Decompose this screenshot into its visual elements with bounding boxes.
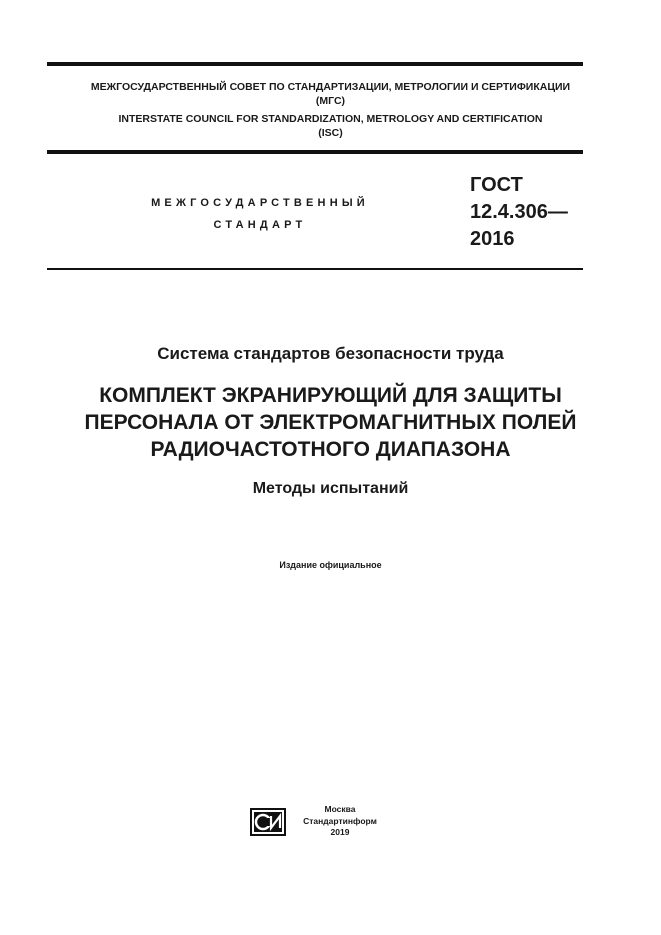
- council-en-abbr: (ISC): [318, 127, 343, 139]
- series-title: Система стандартов безопасности труда: [157, 344, 504, 363]
- standard-kind-line2: СТАНДАРТ: [213, 219, 307, 231]
- publisher-name: Стандартинформ: [303, 815, 377, 826]
- gost-year: 2016: [470, 228, 515, 250]
- subtitle: Методы испытаний: [252, 480, 409, 497]
- council-ru-abbr: (МГС): [315, 95, 346, 107]
- standard-kind-line1: МЕЖГОСУДАРСТВЕННЫЙ: [151, 197, 369, 209]
- title-line3: РАДИОЧАСТОТНОГО ДИАПАЗОНА: [150, 438, 511, 461]
- publisher-year: 2019: [330, 827, 350, 837]
- gost-label: ГОСТ: [470, 174, 523, 196]
- council-ru: МЕЖГОСУДАРСТВЕННЫЙ СОВЕТ ПО СТАНДАРТИЗАЦИИ, МЕТРОЛОГИИ И СЕРТИФИКАЦИИ: [90, 81, 571, 93]
- title-line1: КОМПЛЕКТ ЭКРАНИРУЮЩИЙ ДЛЯ ЗАЩИТЫ: [99, 384, 562, 407]
- title-line2: ПЕРСОНАЛА ОТ ЭЛЕКТРОМАГНИТНЫХ ПОЛЕЙ: [84, 411, 577, 434]
- standartinform-logo-icon: [250, 808, 286, 836]
- edition-note: Издание официальное: [279, 560, 382, 570]
- top-rule: [47, 62, 583, 66]
- publisher-city: Москва: [324, 804, 356, 814]
- header-rule: [47, 150, 583, 154]
- gost-designation: [470, 172, 568, 253]
- publisher-info: [290, 804, 390, 839]
- council-en: INTERSTATE COUNCIL FOR STANDARDIZATION, METROLOGY AND CERTIFICATION: [118, 113, 543, 125]
- standard-rule: [47, 268, 583, 270]
- gost-number: 12.4.306—: [470, 201, 568, 223]
